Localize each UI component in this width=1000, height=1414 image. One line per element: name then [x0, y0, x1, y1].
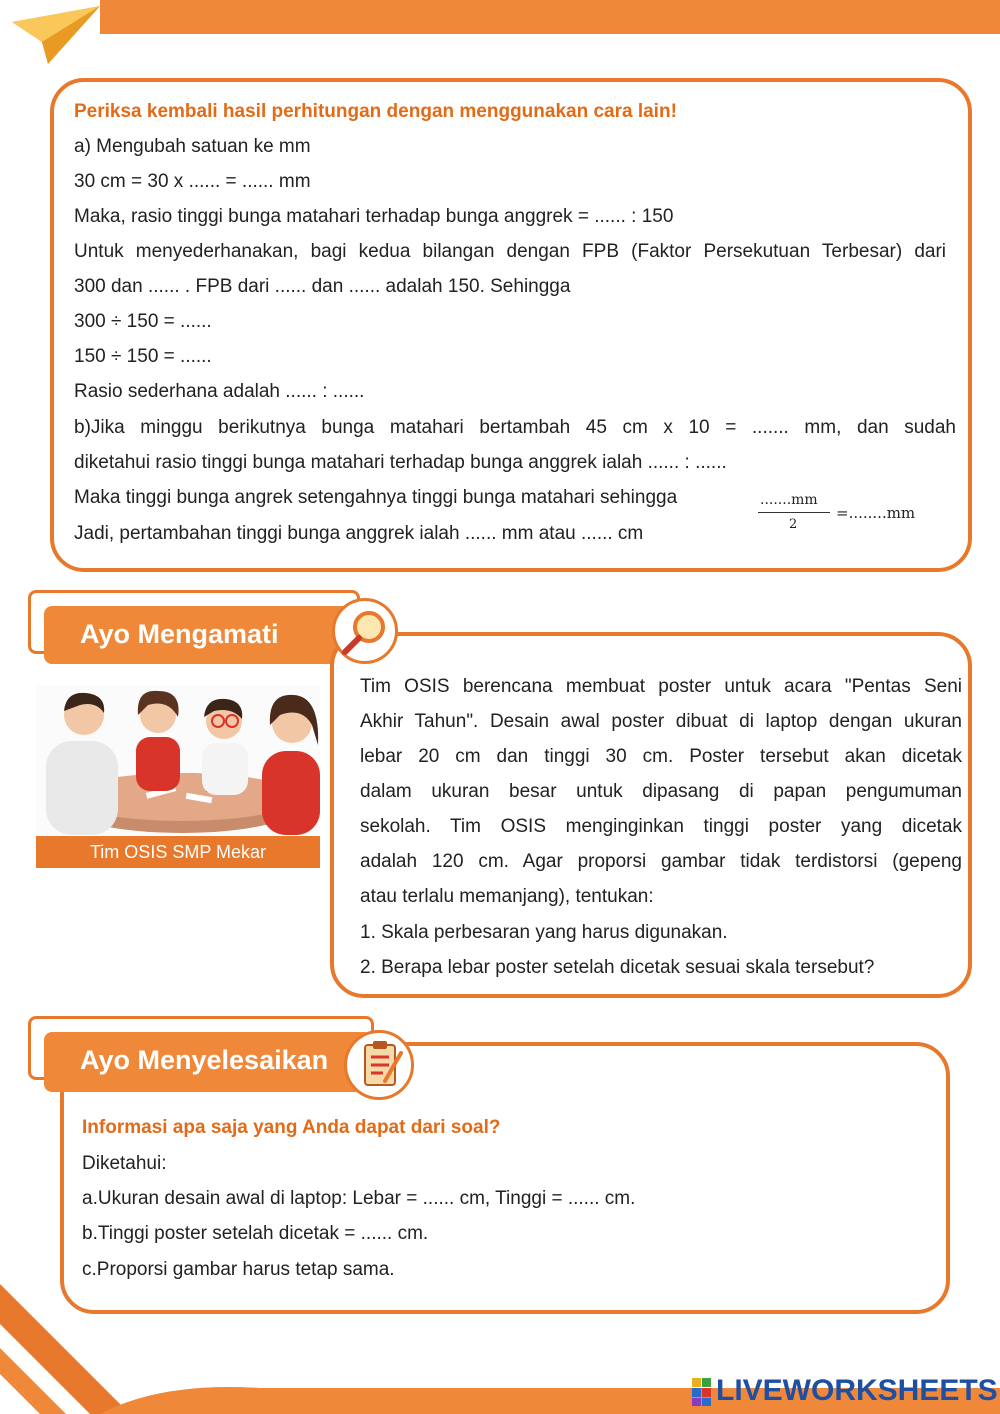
question-item: 1. Skala perbesaran yang harus digunakan. [360, 922, 728, 943]
paragraph-line: sekolah. Tim OSIS menginginkan tinggi poster yang dicetak [360, 816, 962, 837]
text-line: a.Ukuran desain awal di laptop: Lebar = ...... cm, Tinggi = ...... cm. [82, 1188, 636, 1209]
text-line: 300 ÷ 150 = ...... [74, 311, 212, 332]
text-line: Diketahui: [82, 1153, 167, 1174]
text-line: 30 cm = 30 x ...... = ...... mm [74, 171, 311, 192]
fraction-denominator: 2 [789, 517, 798, 532]
text-line: 300 dan ...... . FPB dari ...... dan ...... adalah 150. Sehingga [74, 276, 571, 297]
text-line: diketahui rasio tinggi bunga matahari terhadap bunga anggrek ialah ...... : ...... [74, 452, 727, 473]
fraction-result: =........mm [836, 504, 916, 522]
paragraph-line: adalah 120 cm. Agar proporsi gambar tidak terdistorsi (gepeng [360, 851, 962, 872]
text-line: Rasio sederhana adalah ...... : ...... [74, 381, 365, 402]
observe-tag: Ayo Mengamati [44, 606, 358, 664]
text-line: Jadi, pertambahan tinggi bunga anggrek ialah ...... mm atau ...... cm [74, 523, 644, 544]
magnifier-icon [332, 598, 398, 664]
text-line: b)Jika minggu berikutnya bunga matahari bertambah 45 cm x 10 = ....... mm, dan sudah [74, 417, 956, 438]
clipboard-icon [344, 1030, 414, 1100]
text-line: b.Tinggi poster setelah dicetak = ...... cm. [82, 1223, 429, 1244]
top-banner [100, 0, 1000, 34]
text-line: Untuk menyederhanakan, bagi kedua bilangan dengan FPB (Faktor Persekutuan Terbesar) dari [74, 241, 946, 262]
paragraph-line: Akhir Tahun". Desain awal poster dibuat di laptop dengan ukuran [360, 711, 962, 732]
fraction-formula [756, 490, 934, 538]
text-line: Maka tinggi bunga angrek setengahnya tinggi bunga matahari sehingga [74, 487, 678, 508]
paper-plane-icon [8, 2, 100, 66]
paragraph-line: Tim OSIS berencana membuat poster untuk acara "Pentas Seni [360, 676, 962, 697]
text-line: 150 ÷ 150 = ...... [74, 346, 212, 367]
text-line: c.Proporsi gambar harus tetap sama. [82, 1259, 395, 1280]
question-item: 2. Berapa lebar poster setelah dicetak sesuai skala tersebut? [360, 957, 875, 978]
solve-tag: Ayo Menyelesaikan [44, 1032, 372, 1092]
fraction-bar [758, 512, 830, 513]
paragraph-line: atau terlalu memanjang), tentukan: [360, 886, 654, 907]
text-line: a) Mengubah satuan ke mm [74, 136, 311, 157]
solve-heading: Informasi apa saja yang Anda dapat dari soal? [82, 1117, 501, 1138]
logo-blocks-icon [692, 1378, 712, 1406]
paragraph-line: lebar 20 cm dan tinggi 30 cm. Poster tersebut akan dicetak [360, 746, 962, 767]
fraction-numerator: .......mm [760, 492, 818, 508]
logo-text: LIVEWORKSHEETS [716, 1374, 998, 1407]
check-heading: Periksa kembali hasil perhitungan dengan menggunakan cara lain! [74, 101, 677, 122]
photo-caption: Tim OSIS SMP Mekar [36, 836, 320, 868]
paragraph-line: dalam ukuran besar untuk dipasang di papan pengumuman [360, 781, 962, 802]
text-line: Maka, rasio tinggi bunga matahari terhadap bunga anggrek = ...... : 150 [74, 206, 674, 227]
students-illustration [36, 685, 320, 835]
